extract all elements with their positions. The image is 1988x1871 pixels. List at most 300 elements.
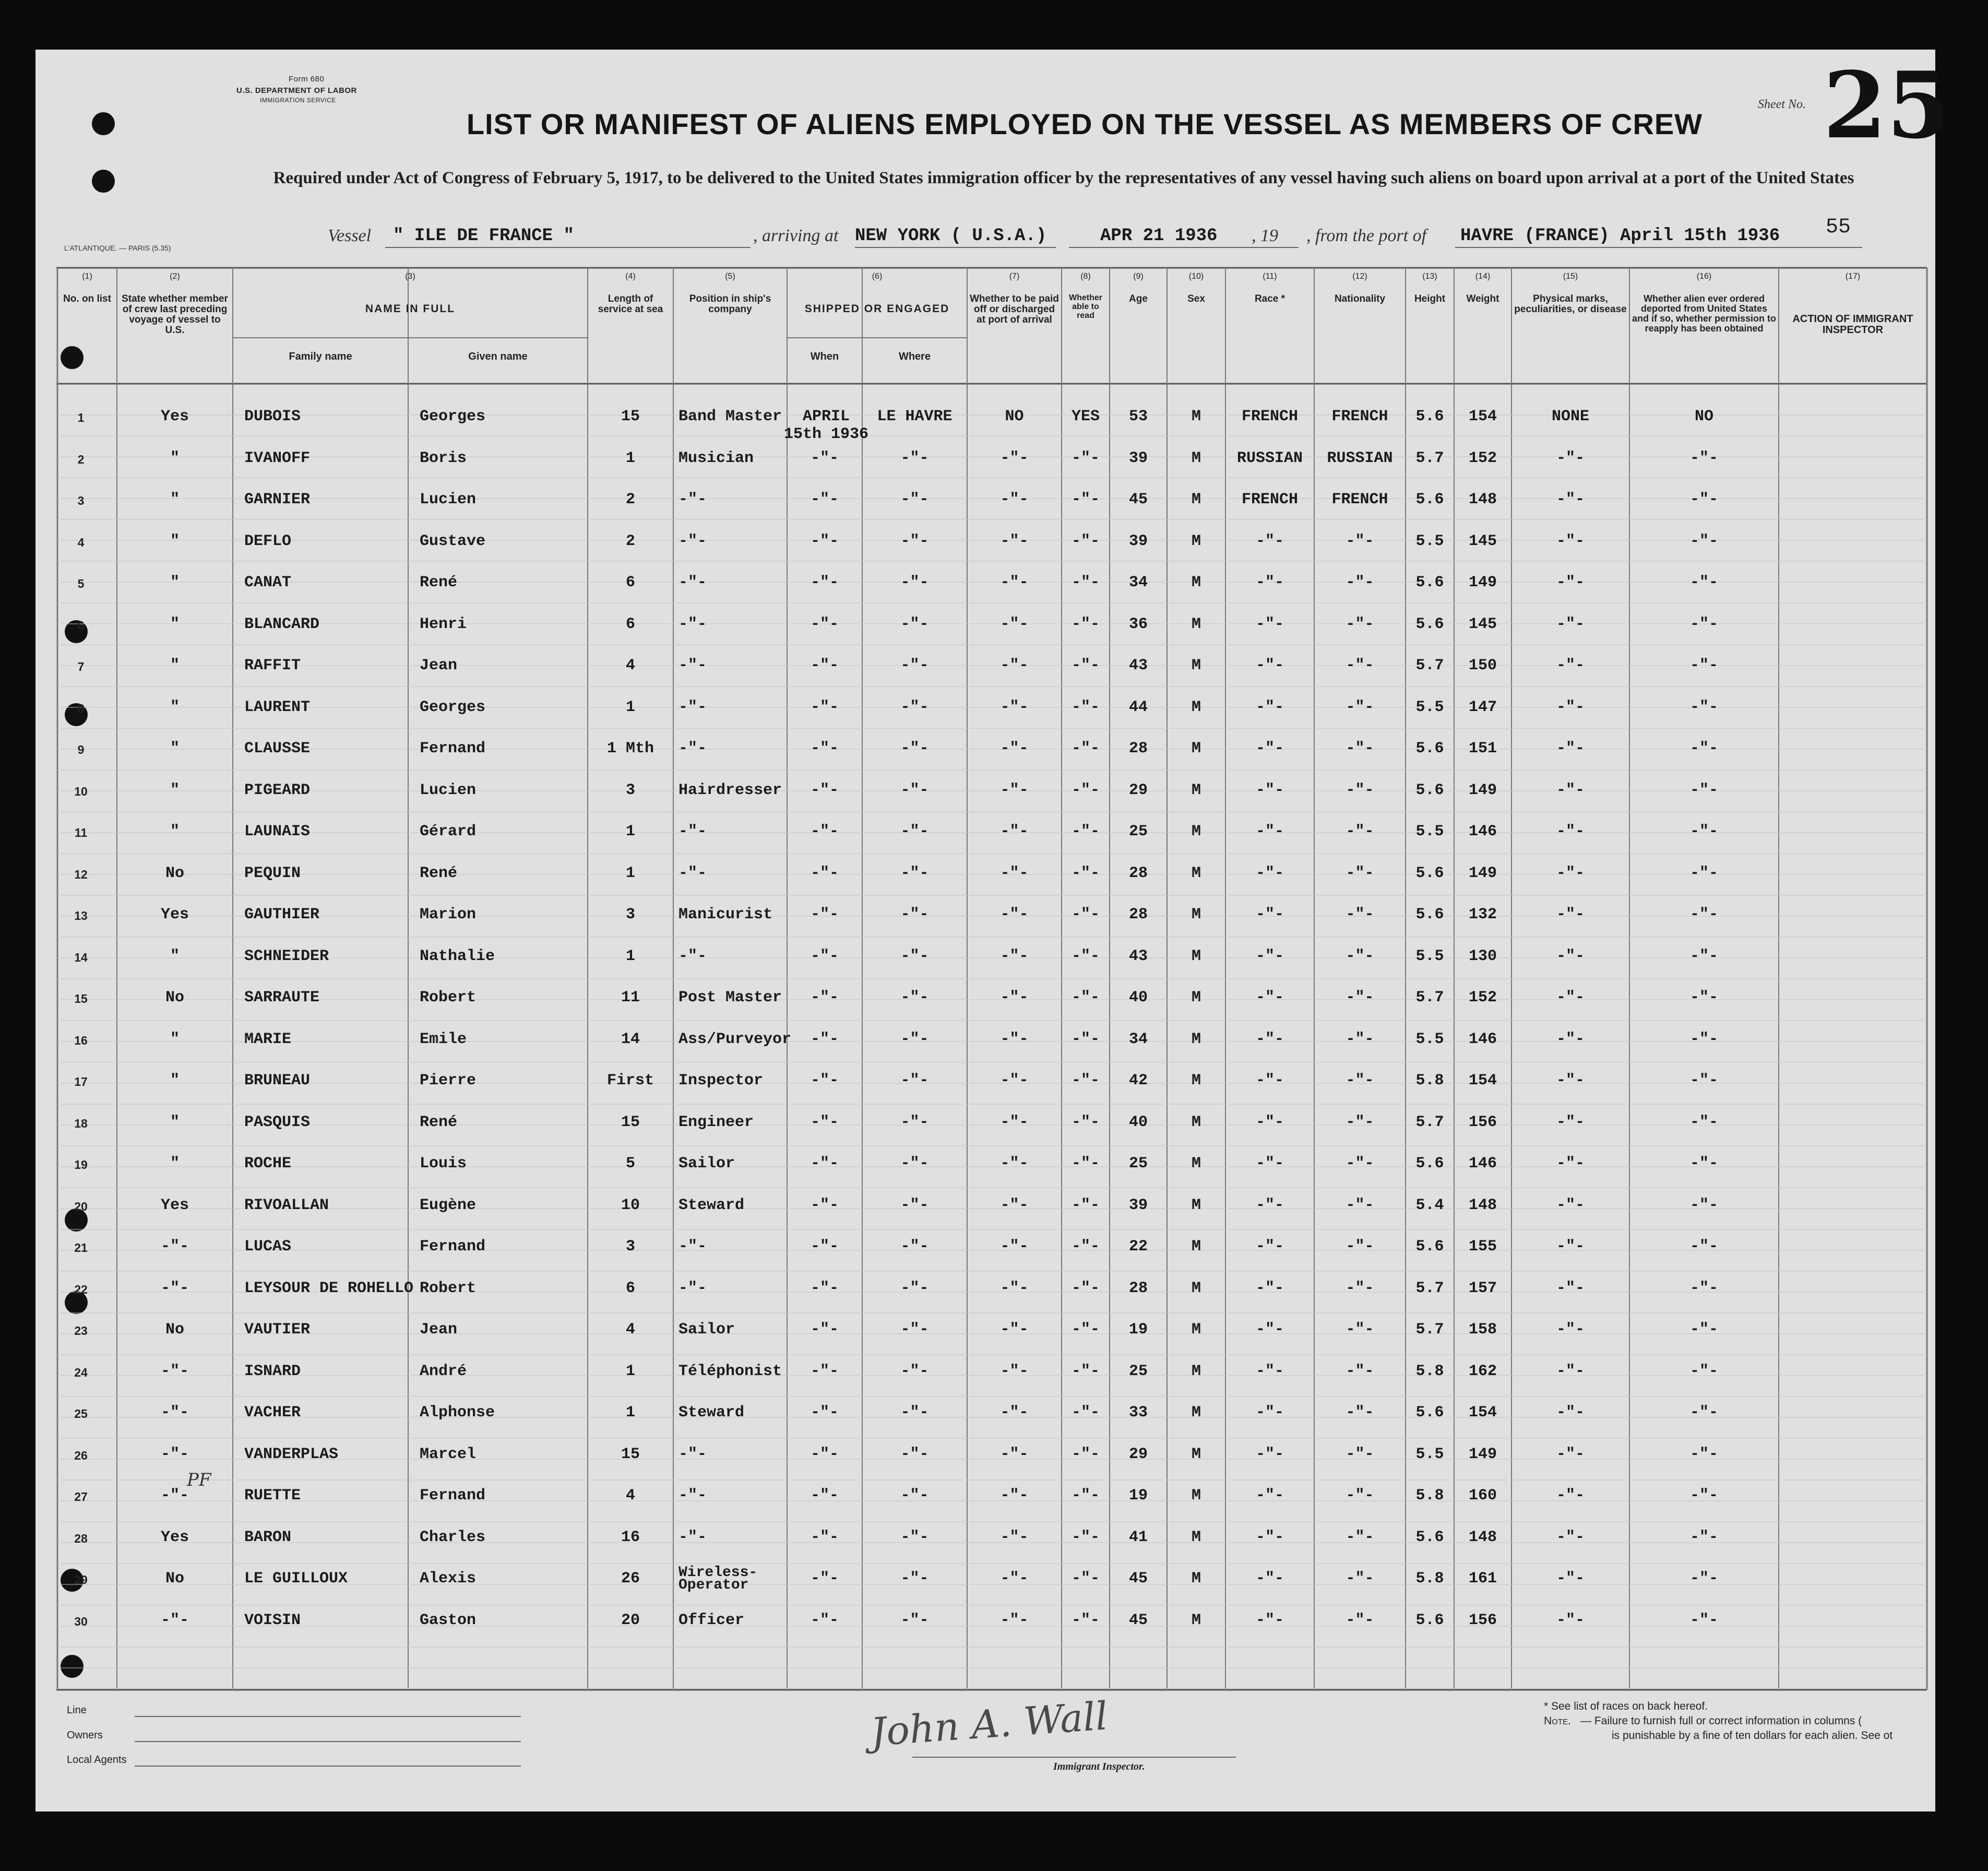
cell-service: 26: [621, 1570, 640, 1588]
cell-sex: M: [1191, 989, 1201, 1006]
cell-race: -"-: [1255, 1362, 1284, 1380]
cell-prev: ": [170, 698, 180, 716]
cell-service: First: [606, 1072, 654, 1090]
cell-marks: -"-: [1556, 1487, 1585, 1505]
cell-position: -"-: [678, 532, 707, 550]
cell-family: ISNARD: [244, 1362, 301, 1380]
cell-given: Alexis: [420, 1570, 477, 1588]
cell-deported: -"-: [1689, 449, 1718, 467]
row-number: 25: [74, 1407, 88, 1420]
cell-given: René: [420, 574, 458, 591]
cell-family: IVANOFF: [244, 449, 311, 467]
cell-prev: ": [170, 532, 180, 550]
cell-given: André: [420, 1362, 467, 1380]
cell-prev: No: [165, 989, 184, 1006]
row-number: 11: [74, 826, 88, 839]
cell-race: -"-: [1255, 1445, 1284, 1463]
cell-sex: M: [1191, 491, 1201, 508]
cell-position: -"-: [678, 1487, 707, 1505]
cell-where: -"-: [900, 1321, 929, 1339]
cell-given: Jean: [420, 657, 458, 674]
row-number: 26: [74, 1448, 88, 1462]
column-header: NAME IN FULL: [365, 303, 456, 315]
row-number: 27: [74, 1490, 88, 1503]
cell-where: -"-: [900, 1404, 929, 1422]
cell-position: -"-: [678, 947, 707, 965]
cell-deported: -"-: [1689, 1445, 1718, 1463]
cell-height: 5.6: [1415, 740, 1444, 757]
cell-where: -"-: [900, 1528, 929, 1546]
vessel-label: Vessel: [328, 226, 372, 245]
cell-prev: -"-: [160, 1279, 189, 1297]
cell-height: 5.5: [1415, 698, 1444, 716]
column-subheader: Where: [898, 351, 931, 362]
cell-weight: 146: [1468, 1030, 1497, 1048]
cell-marks: -"-: [1556, 1155, 1585, 1173]
row-number: 21: [74, 1241, 88, 1254]
cell-family: BRUNEAU: [244, 1072, 311, 1090]
cell-given: Lucien: [420, 781, 477, 799]
cell-read: -"-: [1071, 1279, 1100, 1297]
cell-nationality: -"-: [1346, 615, 1374, 633]
cell-sex: M: [1191, 1445, 1201, 1463]
races-note: * See list of races on back hereof.: [1544, 1700, 1708, 1712]
cell-weight: 150: [1468, 657, 1497, 674]
row-number: 20: [74, 1199, 88, 1213]
cell-sex: M: [1191, 1570, 1201, 1588]
cell-read: -"-: [1071, 532, 1100, 550]
cell-sex: M: [1191, 1487, 1201, 1505]
cell-when: APRIL 15th 1936: [783, 408, 869, 443]
cell-sex: M: [1191, 1113, 1201, 1131]
cell-deported: -"-: [1689, 823, 1718, 840]
cell-prev: -"-: [160, 1362, 189, 1380]
local-agents-label: Local Agents: [67, 1754, 127, 1766]
cell-marks: -"-: [1556, 657, 1585, 674]
cell-height: 5.7: [1415, 989, 1444, 1006]
cell-sex: M: [1191, 1528, 1201, 1546]
cell-height: 5.8: [1415, 1362, 1444, 1380]
cell-nationality: -"-: [1346, 1155, 1374, 1173]
cell-deported: -"-: [1689, 1611, 1718, 1629]
cell-height: 5.7: [1415, 1321, 1444, 1339]
cell-height: 5.8: [1415, 1072, 1444, 1090]
cell-position: Steward: [678, 1196, 745, 1214]
arriving-port: NEW YORK ( U.S.A.): [855, 226, 1047, 246]
row-number: 8: [77, 701, 85, 715]
cell-family: VANDERPLAS: [244, 1445, 339, 1463]
cell-marks: -"-: [1556, 491, 1585, 508]
cell-read: -"-: [1071, 1155, 1100, 1173]
cell-weight: 146: [1468, 823, 1497, 840]
cell-weight: 154: [1468, 408, 1497, 425]
cell-weight: 148: [1468, 1528, 1497, 1546]
cell-when: -"-: [810, 574, 839, 591]
cell-age: 28: [1128, 1279, 1148, 1297]
cell-family: LAURENT: [244, 698, 311, 716]
cell-service: 1: [625, 823, 635, 840]
cell-when: -"-: [810, 1238, 839, 1256]
row-number: 28: [74, 1531, 88, 1545]
cell-deported: -"-: [1689, 906, 1718, 923]
cell-height: 5.6: [1415, 1155, 1444, 1173]
cell-read: -"-: [1071, 1238, 1100, 1256]
cell-family: LEYSOUR DE ROHELLO: [244, 1279, 414, 1297]
cell-race: -"-: [1255, 1155, 1284, 1173]
cell-sex: M: [1191, 1362, 1201, 1380]
cell-service: 11: [621, 989, 640, 1006]
column-header: Age: [1129, 293, 1148, 304]
cell-height: 5.4: [1415, 1196, 1444, 1214]
cell-position: -"-: [678, 615, 707, 633]
row-number: 12: [74, 867, 88, 881]
sheet-number: 25: [1823, 52, 1950, 159]
cell-sex: M: [1191, 1611, 1201, 1629]
cell-height: 5.5: [1415, 1445, 1444, 1463]
cell-deported: -"-: [1689, 1570, 1718, 1588]
cell-given: Louis: [420, 1155, 467, 1173]
cell-read: -"-: [1071, 657, 1100, 674]
cell-paid: -"-: [1000, 1570, 1029, 1588]
cell-position: -"-: [678, 1528, 707, 1546]
cell-weight: 145: [1468, 615, 1497, 633]
column-number: (6): [872, 272, 883, 281]
cell-service: 5: [625, 1155, 635, 1173]
cell-nationality: -"-: [1346, 1072, 1374, 1090]
cell-marks: -"-: [1556, 1196, 1585, 1214]
cell-marks: -"-: [1556, 781, 1585, 799]
cell-marks: -"-: [1556, 532, 1585, 550]
cell-prev: ": [170, 1030, 180, 1048]
cell-position: -"-: [678, 1279, 707, 1297]
cell-given: Gustave: [420, 532, 486, 550]
cell-given: Alphonse: [420, 1404, 495, 1422]
cell-nationality: -"-: [1346, 698, 1374, 716]
cell-read: -"-: [1071, 574, 1100, 591]
cell-family: SCHNEIDER: [244, 947, 329, 965]
cell-nationality: -"-: [1346, 1362, 1374, 1380]
cell-service: 15: [621, 1445, 640, 1463]
cell-given: René: [420, 1113, 458, 1131]
cell-family: LE GUILLOUX: [244, 1570, 348, 1588]
cell-race: -"-: [1255, 989, 1284, 1006]
cell-marks: -"-: [1556, 1611, 1585, 1629]
cell-nationality: -"-: [1346, 1196, 1374, 1214]
column-header: SHIPPED OR ENGAGED: [804, 303, 950, 315]
cell-given: Marion: [420, 906, 477, 923]
column-number: (10): [1188, 272, 1204, 281]
cell-sex: M: [1191, 1279, 1201, 1297]
cell-weight: 145: [1468, 532, 1497, 550]
column-number: (14): [1475, 272, 1491, 281]
cell-paid: -"-: [1000, 989, 1029, 1006]
cell-marks: -"-: [1556, 1362, 1585, 1380]
cell-read: -"-: [1071, 698, 1100, 716]
cell-position: -"-: [678, 574, 707, 591]
cell-weight: 152: [1468, 449, 1497, 467]
column-header: Nationality: [1334, 293, 1386, 304]
cell-age: 29: [1128, 1445, 1148, 1463]
manifest-sheet: [35, 50, 1950, 1811]
cell-deported: -"-: [1689, 574, 1718, 591]
cell-height: 5.5: [1415, 532, 1444, 550]
cell-given: Robert: [420, 1279, 477, 1297]
cell-family: PASQUIS: [244, 1113, 311, 1131]
cell-service: 4: [625, 1487, 635, 1505]
cell-service: 6: [625, 574, 635, 591]
cell-deported: -"-: [1689, 1030, 1718, 1048]
cell-prev: Yes: [160, 408, 189, 425]
row-number: 5: [77, 577, 85, 590]
column-number: (5): [725, 272, 735, 281]
cell-race: FRENCH: [1241, 408, 1299, 425]
cell-given: Marcel: [420, 1445, 477, 1463]
cell-paid: -"-: [1000, 740, 1029, 757]
cell-nationality: -"-: [1346, 906, 1374, 923]
arriving-label: , arriving at: [753, 226, 839, 245]
cell-position: Officer: [678, 1611, 745, 1629]
cell-given: Gérard: [420, 823, 477, 840]
column-header: No. on list: [63, 293, 111, 304]
cell-weight: 152: [1468, 989, 1497, 1006]
cell-weight: 158: [1468, 1321, 1497, 1339]
cell-when: -"-: [810, 1155, 839, 1173]
cell-when: -"-: [810, 1072, 839, 1090]
column-header: Length of service at sea: [598, 293, 663, 315]
cell-service: 3: [625, 1238, 635, 1256]
cell-given: Fernand: [420, 1238, 486, 1256]
cell-marks: -"-: [1556, 823, 1585, 840]
cell-given: Pierre: [420, 1072, 477, 1090]
cell-nationality: -"-: [1346, 1445, 1374, 1463]
cell-given: René: [420, 864, 458, 882]
cell-paid: -"-: [1000, 1030, 1029, 1048]
cell-paid: -"-: [1000, 1445, 1029, 1463]
cell-age: 34: [1128, 574, 1148, 591]
cell-race: -"-: [1255, 1321, 1284, 1339]
cell-paid: -"-: [1000, 1196, 1029, 1214]
cell-family: PIGEARD: [244, 781, 311, 799]
cell-when: -"-: [810, 657, 839, 674]
cell-height: 5.6: [1415, 1611, 1444, 1629]
column-number: (3): [405, 272, 415, 281]
cell-where: -"-: [900, 823, 929, 840]
cell-where: -"-: [900, 615, 929, 633]
cell-paid: -"-: [1000, 574, 1029, 591]
cell-family: VOISIN: [244, 1611, 301, 1629]
cell-weight: 149: [1468, 864, 1497, 882]
cell-weight: 148: [1468, 491, 1497, 508]
cell-marks: -"-: [1556, 989, 1585, 1006]
cell-prev: ": [170, 491, 180, 508]
cell-where: -"-: [900, 574, 929, 591]
cell-family: BLANCARD: [244, 615, 320, 633]
cell-deported: -"-: [1689, 1487, 1718, 1505]
cell-prev: ": [170, 781, 180, 799]
cell-paid: -"-: [1000, 1113, 1029, 1131]
cell-when: -"-: [810, 823, 839, 840]
cell-age: 39: [1128, 532, 1148, 550]
note-text-1: — Failure to furnish full or correct information in columns (: [1580, 1715, 1862, 1727]
cell-height: 5.5: [1415, 823, 1444, 840]
cell-nationality: FRENCH: [1331, 408, 1388, 425]
cell-weight: 132: [1468, 906, 1497, 923]
cell-nationality: -"-: [1346, 1321, 1374, 1339]
cell-deported: -"-: [1689, 1362, 1718, 1380]
cell-read: -"-: [1071, 615, 1100, 633]
cell-weight: 154: [1468, 1404, 1497, 1422]
cell-paid: -"-: [1000, 657, 1029, 674]
cell-family: RAFFIT: [244, 657, 301, 674]
row-number: 19: [74, 1158, 88, 1171]
column-number: (7): [1009, 272, 1020, 281]
cell-when: -"-: [810, 1528, 839, 1546]
cell-marks: -"-: [1556, 1072, 1585, 1090]
cell-race: -"-: [1255, 781, 1284, 799]
cell-deported: -"-: [1689, 1238, 1718, 1256]
cell-given: Charles: [420, 1528, 486, 1546]
column-header: Physical marks, peculiarities, or disease: [1514, 293, 1627, 315]
cell-where: -"-: [900, 947, 929, 965]
cell-age: 34: [1128, 1030, 1148, 1048]
cell-family: VAUTIER: [244, 1321, 311, 1339]
cell-paid: -"-: [1000, 1404, 1029, 1422]
cell-when: -"-: [810, 698, 839, 716]
cell-age: 40: [1128, 1113, 1148, 1131]
cell-marks: -"-: [1556, 1238, 1585, 1256]
cell-nationality: -"-: [1346, 1570, 1374, 1588]
cell-where: -"-: [900, 1238, 929, 1256]
cell-age: 25: [1128, 1362, 1148, 1380]
cell-prev: ": [170, 615, 180, 633]
cell-marks: -"-: [1556, 1404, 1585, 1422]
cell-where: -"-: [900, 1362, 929, 1380]
cell-family: GARNIER: [244, 491, 311, 508]
cell-family: LAUNAIS: [244, 823, 311, 840]
cell-race: -"-: [1255, 657, 1284, 674]
row-number: 18: [74, 1116, 88, 1130]
cell-height: 5.7: [1415, 1279, 1444, 1297]
cell-race: -"-: [1255, 615, 1284, 633]
cell-position: -"-: [678, 823, 707, 840]
cell-marks: -"-: [1556, 698, 1585, 716]
cell-read: -"-: [1071, 781, 1100, 799]
cell-nationality: FRENCH: [1331, 491, 1388, 508]
cell-race: -"-: [1255, 698, 1284, 716]
cell-paid: -"-: [1000, 1155, 1029, 1173]
cell-given: Emile: [420, 1030, 467, 1048]
cell-age: 43: [1128, 657, 1148, 674]
cell-age: 39: [1128, 449, 1148, 467]
cell-height: 5.7: [1415, 1113, 1444, 1131]
column-number: (16): [1696, 272, 1712, 281]
cell-weight: 151: [1468, 740, 1497, 757]
cell-prev: No: [165, 864, 184, 882]
cell-when: -"-: [810, 864, 839, 882]
cell-read: -"-: [1071, 989, 1100, 1006]
form-number: Form 680: [289, 75, 325, 84]
cell-deported: -"-: [1689, 1155, 1718, 1173]
cell-read: -"-: [1071, 1362, 1100, 1380]
manifest-footer: [35, 1694, 1935, 1811]
cell-age: 28: [1128, 906, 1148, 923]
cell-given: Nathalie: [420, 947, 495, 965]
cell-position: Post Master: [678, 989, 782, 1006]
cell-prev: ": [170, 1113, 180, 1131]
cell-age: 53: [1128, 408, 1148, 425]
cell-position: -"-: [678, 491, 707, 508]
cell-when: -"-: [810, 1279, 839, 1297]
cell-paid: -"-: [1000, 491, 1029, 508]
cell-height: 5.7: [1415, 657, 1444, 674]
column-header: Weight: [1466, 293, 1499, 304]
cell-position: -"-: [678, 740, 707, 757]
cell-sex: M: [1191, 657, 1201, 674]
cell-paid: -"-: [1000, 906, 1029, 923]
cell-position: Sailor: [678, 1155, 735, 1173]
line-label: Line: [67, 1704, 87, 1716]
row-number: 14: [74, 950, 88, 964]
column-header: State whether member of crew last preceding voyage of vessel to U.S.: [122, 293, 228, 336]
cell-paid: -"-: [1000, 1279, 1029, 1297]
cell-nationality: -"-: [1346, 1238, 1374, 1256]
cell-family: MARIE: [244, 1030, 292, 1048]
page-title: LIST OR MANIFEST OF ALIENS EMPLOYED ON THE VESSEL AS MEMBERS OF CREW: [466, 108, 1703, 140]
cell-where: -"-: [900, 449, 929, 467]
column-number: (9): [1133, 272, 1144, 281]
cell-given: Eugène: [420, 1196, 477, 1214]
cell-paid: -"-: [1000, 698, 1029, 716]
cell-prev: Yes: [160, 906, 189, 923]
row-number: 4: [77, 535, 85, 549]
cell-when: -"-: [810, 1321, 839, 1339]
cell-deported: -"-: [1689, 1113, 1718, 1131]
cell-family: RUETTE: [244, 1487, 301, 1505]
cell-prev: -"-: [160, 1445, 189, 1463]
cell-nationality: -"-: [1346, 823, 1374, 840]
cell-sex: M: [1191, 823, 1201, 840]
cell-position: Engineer: [678, 1113, 754, 1131]
punch-hole: [61, 1655, 84, 1678]
cell-position: Wireless-Operator: [678, 1565, 758, 1593]
cell-weight: 149: [1468, 1445, 1497, 1463]
cell-when: -"-: [810, 781, 839, 799]
cell-where: -"-: [900, 989, 929, 1006]
handwritten-count: 55: [1826, 216, 1851, 239]
cell-read: -"-: [1071, 947, 1100, 965]
cell-position: Steward: [678, 1404, 745, 1422]
cell-deported: -"-: [1689, 615, 1718, 633]
cell-position: -"-: [678, 1238, 707, 1256]
cell-where: -"-: [900, 740, 929, 757]
cell-sex: M: [1191, 740, 1201, 757]
cell-marks: -"-: [1556, 1030, 1585, 1048]
cell-prev: ": [170, 574, 180, 591]
cell-weight: 148: [1468, 1196, 1497, 1214]
cell-nationality: -"-: [1346, 1404, 1374, 1422]
cell-read: -"-: [1071, 1196, 1100, 1214]
cell-read: -"-: [1071, 1487, 1100, 1505]
cell-height: 5.6: [1415, 574, 1444, 591]
cell-family: DEFLO: [244, 532, 292, 550]
cell-position: Téléphonist: [678, 1362, 782, 1380]
cell-age: 28: [1128, 864, 1148, 882]
cell-deported: -"-: [1689, 947, 1718, 965]
cell-nationality: -"-: [1346, 1487, 1374, 1505]
column-number: (17): [1845, 272, 1861, 281]
cell-prev: ": [170, 823, 180, 840]
cell-weight: 130: [1468, 947, 1497, 965]
